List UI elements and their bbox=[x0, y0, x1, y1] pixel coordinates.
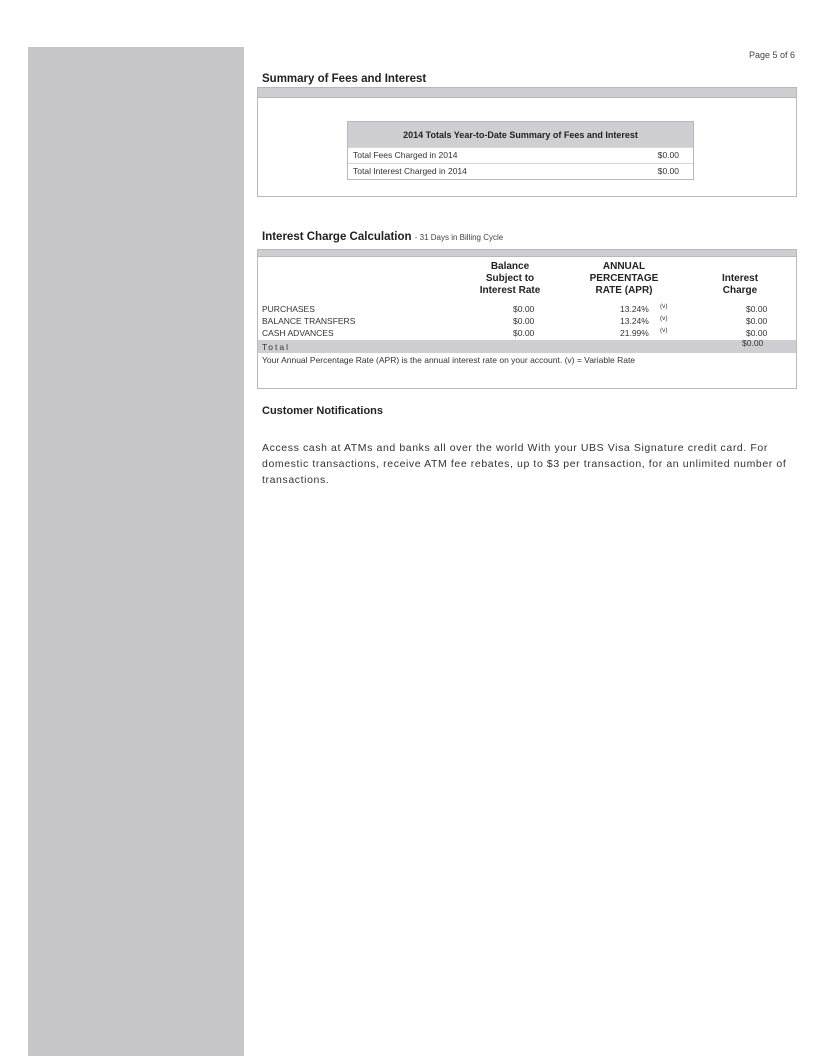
row-apr: 13.24% bbox=[620, 304, 649, 314]
row-charge: $0.00 bbox=[746, 304, 768, 314]
fees-summary-title: Summary of Fees and Interest bbox=[262, 73, 427, 85]
row-balance: $0.00 bbox=[513, 316, 535, 326]
row-label: PURCHASES bbox=[262, 304, 315, 314]
header-line: Charge bbox=[722, 285, 758, 296]
header-line: Balance bbox=[490, 261, 530, 272]
row-charge: $0.00 bbox=[746, 328, 768, 338]
row-label: CASH ADVANCES bbox=[262, 328, 334, 338]
header-line: Subject to bbox=[485, 273, 535, 284]
left-sidebar bbox=[28, 47, 244, 1056]
ytd-table-title: 2014 Totals Year-to-Date Summary of Fees and Interest bbox=[348, 122, 693, 147]
billing-cycle-note: - 31 Days in Billing Cycle bbox=[414, 233, 504, 242]
header-line: ANNUAL bbox=[602, 261, 646, 272]
fees-summary-box bbox=[257, 87, 797, 197]
total-row bbox=[258, 340, 796, 353]
table-row bbox=[262, 303, 794, 315]
interest-calc-heading: Interest Charge Calculation bbox=[262, 231, 412, 243]
table-row bbox=[262, 315, 794, 327]
interest-calc-box bbox=[257, 249, 797, 389]
total-amount: $0.00 bbox=[742, 338, 764, 348]
table-row bbox=[262, 327, 794, 339]
fees-summary-bar bbox=[258, 88, 796, 98]
ytd-summary-table bbox=[347, 121, 694, 180]
row-label: Total Interest Charged in 2014 bbox=[353, 166, 467, 176]
row-amount: $0.00 bbox=[657, 150, 679, 160]
variable-rate-flag: (v) bbox=[660, 327, 668, 334]
row-label: BALANCE TRANSFERS bbox=[262, 316, 356, 326]
total-label: Total bbox=[262, 342, 290, 352]
table-row bbox=[348, 163, 693, 179]
row-balance: $0.00 bbox=[513, 304, 535, 314]
apr-column-header bbox=[574, 261, 674, 297]
page-number: Page 5 of 6 bbox=[748, 50, 795, 60]
header-line: RATE (APR) bbox=[595, 285, 653, 296]
charge-column-header bbox=[708, 273, 772, 297]
balance-column-header bbox=[468, 261, 552, 297]
interest-calc-title bbox=[262, 231, 503, 243]
row-balance: $0.00 bbox=[513, 328, 535, 338]
row-charge: $0.00 bbox=[746, 316, 768, 326]
table-row bbox=[348, 147, 693, 163]
header-line: Interest bbox=[721, 273, 759, 284]
interest-calc-bar bbox=[258, 250, 796, 257]
row-apr: 13.24% bbox=[620, 316, 649, 326]
variable-rate-flag: (v) bbox=[660, 303, 668, 310]
notifications-title: Customer Notifications bbox=[262, 405, 384, 417]
header-line: Interest Rate bbox=[479, 285, 541, 296]
row-label: Total Fees Charged in 2014 bbox=[353, 150, 458, 160]
row-amount: $0.00 bbox=[657, 166, 679, 176]
variable-rate-flag: (v) bbox=[660, 315, 668, 322]
row-apr: 21.99% bbox=[620, 328, 649, 338]
header-line: PERCENTAGE bbox=[589, 273, 659, 284]
notification-body: Access cash at ATMs and banks all over the world With your UBS Visa Signature credit card. For domestic transactions, receive ATM fee rebates, up to $3 per transaction, for an unlimited number of transactions. bbox=[262, 442, 787, 486]
apr-footnote: Your Annual Percentage Rate (APR) is the annual interest rate on your account. (v) = Variable Rate bbox=[262, 355, 636, 365]
